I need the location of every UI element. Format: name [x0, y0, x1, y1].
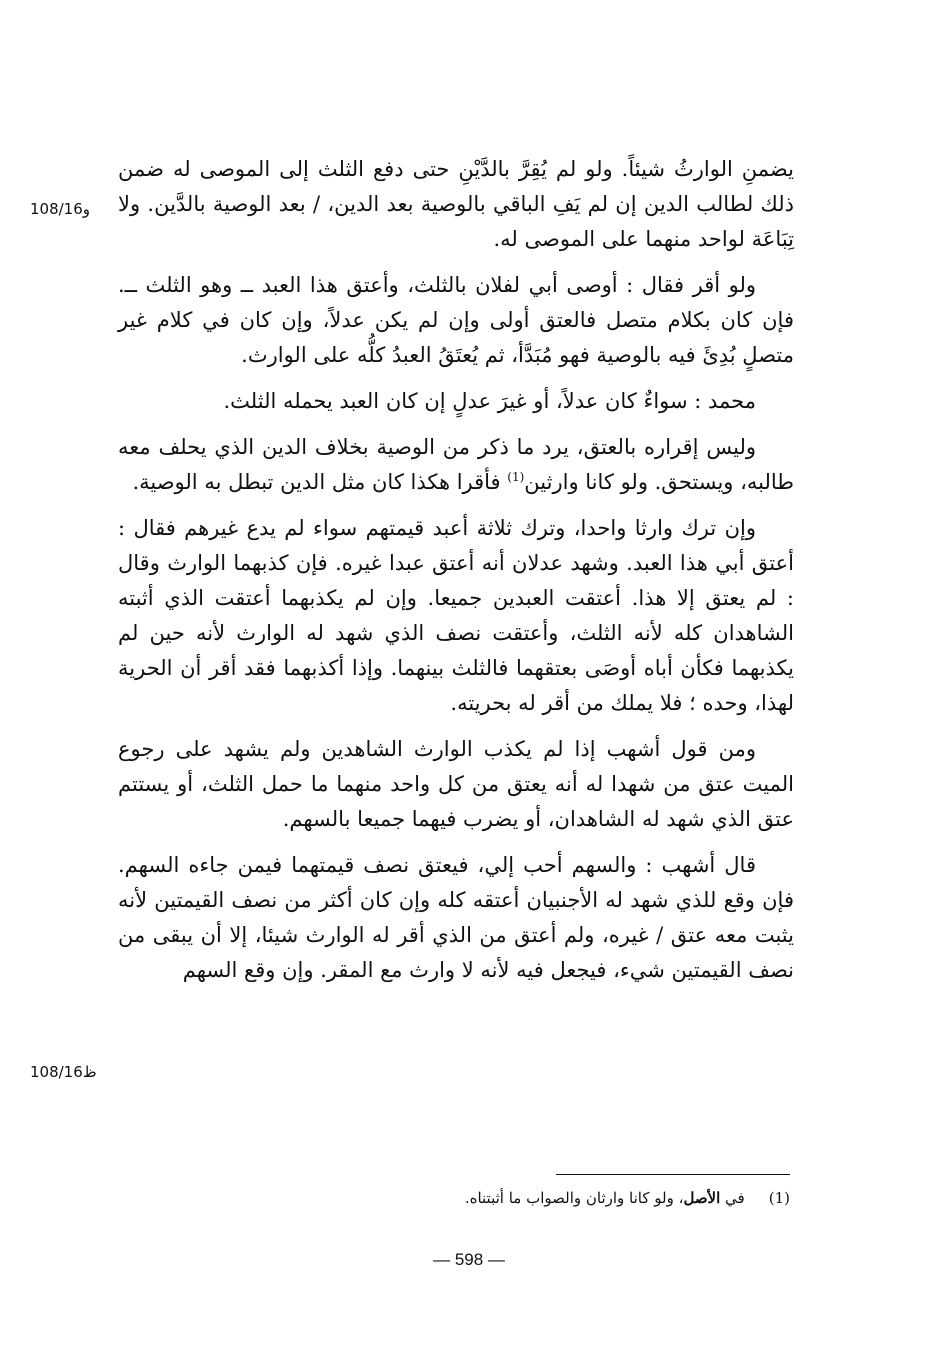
paragraph	[118, 430, 794, 500]
paragraph: قال أشهب : والسهم أحب إلي، فيعتق نصف قيمتهما فيمن جاءه السهم. فإن وقع للذي شهد له الأجنبيان أعتقه كله وإن كان أكثر من نصف القيمتين لأنه يثبت معه عتق / غيره، ولم أعتق من الذي أقر له الوارث شيئا، إلا أن يبقى من نصف القيمتين شيء، فيجعل فيه لأنه لا وارث مع المقر. وإن وقع السهم	[118, 853, 794, 982]
page-number: — 598 —	[433, 1250, 505, 1269]
paragraph: وإن ترك وارثا واحدا، وترك ثلاثة أعبد قيمتهم سواء لم يدع غيرهم فقال : أعتق أبي هذا العبد. وشهد عدلان أنه أعتق عبدا غيره. فإن كذبهما الوارث وقال : لم يعتق إلا هذا. أعتقت العبدين جميعا. وإن لم يكذبهما أعتقت الذي أثبته الشاهدان كله لأنه الثلث، وأعتقت نصف الذي شهد له الوارث لأنه حين لم يكذبهما فكأن أباه أوصَى بعتقهما فالثلث بينهما. وإذا أكذبهما فقد أقر أن الحرية لهذا، وحده ؛ فلا يملك من أقر له بحريته.	[118, 516, 794, 715]
margin-folio-note: 108/16ظ	[30, 1063, 97, 1081]
footnote-marker: (1)	[507, 470, 525, 484]
paragraph: يضمنِ الوارثُ شيئاً. ولو لم يُقِرَّ بالدَّيْنِ حتى دفع الثلث إلى الموصى له ضمن ذلك لطالب الدين إن لم يَفِ الباقي بالوصية بعد الدين، / بعد الوصية بالدَّين. ولا تِبَاعَة لواحد منهما على الموصى له.	[118, 157, 794, 251]
footnote-number: (1)	[768, 1189, 790, 1207]
paragraph: ولو أقر فقال : أوصى أبي لفلان بالثلث، وأعتق هذا العبد ــ وهو الثلث ــ. فإن كان بكلام متصل فالعتق أولى وإن لم يكن عدلاً، وإن كان في كلام غير متصلٍ بُدِئَ فيه بالوصية فهو مُبَدَّأ، ثم يُعتَقُ العبدُ كلُّه على الوارث.	[118, 273, 794, 367]
footnote-prefix: في	[720, 1189, 745, 1207]
footnote-source: الأصل	[683, 1189, 721, 1207]
paragraph: ومن قول أشهب إذا لم يكذب الوارث الشاهدين ولم يشهد على رجوع الميت عتق من شهدا له أنه يعتق من كل واحد منهما ما حمل الثلث، أو يستتم عتق الذي شهد له الشاهدان، أو يضرب فيهما جميعا بالسهم.	[118, 737, 794, 831]
paragraph-text: وليس إقراره بالعتق، يرد ما ذكر من الوصية بخلاف الدين الذي يحلف معه طالبه، ويستحق. ولو كانا وارثين	[118, 435, 794, 494]
paragraph-text: فأقرا هكذا كان مثل الدين تبطل به الوصية.	[132, 470, 508, 494]
paragraph: محمد : سواءٌ كان عدلاً، أو غيرَ عدلٍ إن كان العبد يحمله الثلث.	[223, 389, 756, 413]
footnote-text: ، ولو كانا وارثان والصواب ما أثبتناه.	[464, 1189, 684, 1207]
footnote-divider	[556, 1174, 790, 1175]
footnote	[465, 1186, 790, 1210]
main-text	[118, 152, 794, 988]
margin-folio-note: 108/16و	[30, 200, 91, 218]
